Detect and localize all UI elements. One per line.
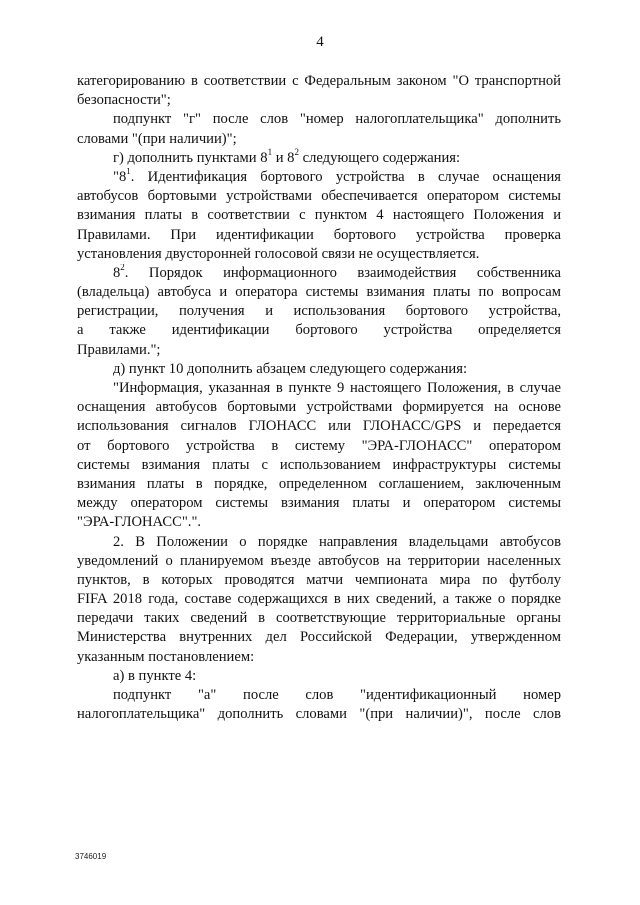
superscript: 2 (120, 263, 125, 273)
text-line: использования сигналов ГЛОНАСС или ГЛОНАСС/GPS и передается (77, 418, 561, 435)
text-line (77, 168, 561, 187)
text-line: взимания платы в порядке, определенном соглашением, заключенным (77, 475, 561, 492)
text-line: автобусов бортовыми устройствами обеспечивается оператором системы (77, 188, 561, 205)
text-line: уведомлений о планируемом въезде автобусов на территории населенных (77, 552, 561, 569)
text-line: безопасности"; (77, 92, 171, 109)
text-line: передачи таких сведений в соответствующие территориальные органы (77, 610, 561, 627)
text-line: между оператором системы взимания платы и оператором системы (77, 495, 561, 512)
text-line: указанным постановлением: (77, 648, 255, 665)
text-line: Правилами."; (77, 341, 161, 358)
text-line: взимания платы в соответствии с пунктом 4 настоящего Положения и (77, 207, 561, 224)
text-line: Министерства внутренних дел Российской Федерации, утвержденном (77, 629, 561, 646)
text-line: словами "(при наличии)"; (77, 130, 237, 147)
text-line: "Информация, указанная в пункте 9 настоящего Положения, в случае (113, 380, 561, 396)
text-line: д) пункт 10 дополнить абзацем следующего содержания: (113, 360, 468, 377)
superscript: 2 (294, 146, 299, 157)
text-line: регистрации, получения и использования бортового устройства, (77, 303, 561, 320)
superscript: 1 (126, 167, 131, 177)
text-line: а также идентификации бортового устройства определяется (77, 322, 561, 339)
text-segment: и 8 (272, 149, 295, 166)
text-line (77, 146, 561, 168)
text-line: Правилами. При идентификации бортового устройства проверка (77, 226, 561, 243)
text-line: "ЭРА-ГЛОНАСС".". (77, 514, 202, 531)
text-line: FIFA 2018 года, составе содержащихся в них сведений, а также о порядке (77, 591, 561, 608)
superscript: 1 (267, 146, 273, 157)
text-line (77, 264, 561, 283)
text-line: 2. В Положении о порядке направления владельцами автобусов (113, 533, 561, 550)
text-line: а) в пункте 4: (113, 667, 197, 684)
text-line: (владельца) автобуса и оператора системы взимания платы по вопросам (77, 284, 561, 301)
text-line: от бортового устройства в систему "ЭРА-ГЛОНАСС" оператором (77, 437, 561, 454)
text-segment: г) дополнить пунктами 8 (113, 149, 268, 166)
text-line: оснащения автобусов бортовыми устройствами формируется на основе (77, 399, 561, 416)
text-line: подпункт "г" после слов "номер налогоплательщика" дополнить (113, 111, 561, 128)
text-segment: . Порядок информационного взаимодействия собственника (124, 264, 561, 281)
text-line: установления двусторонней голосовой связи не осуществляется. (77, 245, 480, 262)
text-line: налогоплательщика" дополнить словами "(при наличии)", после слов (77, 706, 561, 723)
text-line: подпункт "а" после слов "идентификационный номер (113, 687, 561, 703)
text-segment: . Идентификация бортового устройства в случае оснащения (130, 168, 561, 185)
text-segment: следующего содержания: (298, 149, 461, 166)
text-line: системы взимания платы с использованием инфраструктуры системы (77, 456, 561, 473)
document-id: 3746019 (75, 852, 107, 861)
text-segment: "8 (113, 168, 127, 185)
text-line: пунктов, в которых проводятся матчи чемпионата мира по футболу (77, 571, 561, 588)
text-line: категорированию в соответствии с Федеральным законом "О транспортной (77, 73, 561, 89)
document-body (77, 72, 561, 724)
text-segment: 8 (113, 264, 121, 281)
page-number: 4 (316, 34, 324, 50)
